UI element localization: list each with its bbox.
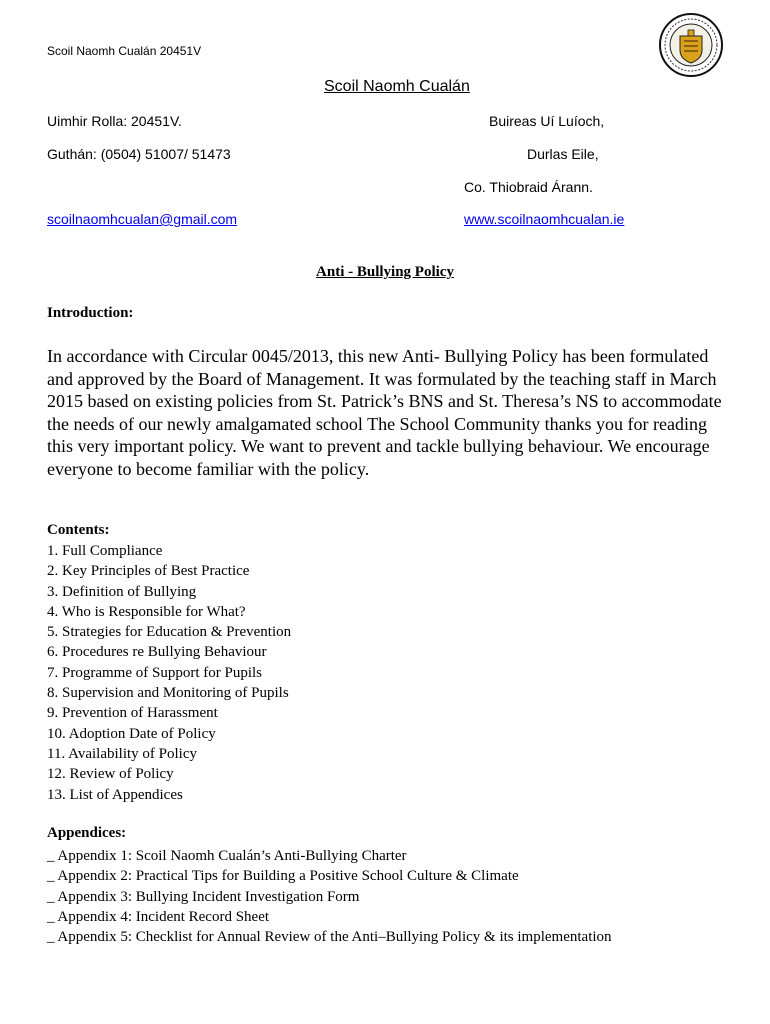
header-school-code: Scoil Naomh Cualán 20451V bbox=[47, 44, 202, 58]
policy-title: Anti - Bullying Policy bbox=[316, 264, 454, 280]
school-name-title: Scoil Naomh Cualán bbox=[324, 78, 470, 95]
list-item: _ Appendix 3: Bullying Incident Investigation Form bbox=[47, 888, 360, 905]
list-item: _ Appendix 5: Checklist for Annual Review of the Anti–Bullying Policy & its implementation bbox=[47, 929, 612, 946]
list-item: 12. Review of Policy bbox=[47, 766, 174, 783]
introduction-heading: Introduction: bbox=[47, 305, 134, 321]
list-item: _ Appendix 2: Practical Tips for Building a Positive School Culture & Climate bbox=[47, 868, 519, 885]
appendices-heading: Appendices: bbox=[47, 825, 127, 841]
list-item: 1. Full Compliance bbox=[47, 543, 163, 559]
list-item: 11. Availability of Policy bbox=[47, 745, 197, 762]
list-item: 8. Supervision and Monitoring of Pupils bbox=[47, 685, 289, 702]
phone-number: Guthán: (0504) 51007/ 51473 bbox=[47, 146, 231, 162]
list-item: 10. Adoption Date of Policy bbox=[47, 725, 216, 742]
list-item: 4. Who is Responsible for What? bbox=[47, 603, 246, 620]
list-item: 5. Strategies for Education & Prevention bbox=[47, 624, 292, 641]
address-line-1: Buireas Uí Luíoch, bbox=[489, 113, 605, 129]
list-item: 7. Programme of Support for Pupils bbox=[47, 664, 262, 681]
address-line-2: Durlas Eile, bbox=[527, 146, 599, 162]
email-link[interactable]: scoilnaomhcualan@gmail.com bbox=[47, 211, 238, 227]
list-item: 9. Prevention of Harassment bbox=[47, 705, 218, 722]
list-item: 2. Key Principles of Best Practice bbox=[47, 563, 250, 580]
appendices-list bbox=[47, 846, 737, 947]
introduction-paragraph: In accordance with Circular 0045/2013, this new Anti- Bullying Policy has been formulated and approved by the Board of Management. It was formulated by the teaching staff in March 2015 based on existing policies from St. Patrick’s BNS and St. Theresa’s NS to accommodate the needs of our newly amalgamated school The School Community thanks you for reading this very important policy. We want to prevent and tackle bullying behaviour. We encourage everyone to become familiar with the policy. bbox=[47, 346, 722, 479]
school-crest-icon bbox=[658, 12, 724, 78]
list-item: 3. Definition of Bullying bbox=[47, 583, 197, 600]
list-item: _ Appendix 1: Scoil Naomh Cualán’s Anti-Bullying Charter bbox=[47, 848, 407, 864]
contents-list bbox=[47, 541, 291, 805]
list-item: 6. Procedures re Bullying Behaviour bbox=[47, 644, 267, 661]
list-item: _ Appendix 4: Incident Record Sheet bbox=[47, 908, 270, 925]
address-line-3: Co. Thiobraid Árann. bbox=[464, 179, 593, 195]
roll-number: Uimhir Rolla: 20451V. bbox=[47, 113, 182, 129]
list-item: 13. List of Appendices bbox=[47, 786, 183, 803]
website-link[interactable]: www.scoilnaomhcualan.ie bbox=[464, 211, 625, 227]
contents-heading: Contents: bbox=[47, 522, 110, 538]
